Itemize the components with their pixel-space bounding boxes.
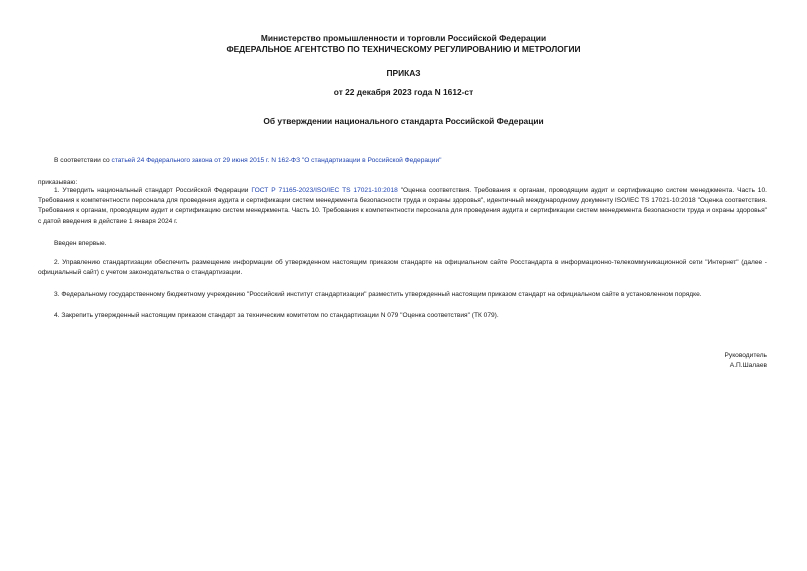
standard-link[interactable]: ГОСТ Р 71165-2023/ISO/IEC TS 17021-10:2018 xyxy=(251,187,398,194)
order-word: приказываю: xyxy=(38,179,78,186)
signatory-position: Руководитель xyxy=(724,352,767,359)
preamble-prefix: В соответствии со xyxy=(54,157,112,164)
introduced-note: Введен впервые. xyxy=(54,240,107,247)
preamble xyxy=(38,156,767,166)
signatory-name: А.П.Шалаев xyxy=(729,362,767,370)
doc-title: Об утверждении национального стандарта Российской Федерации xyxy=(263,116,544,126)
item-2: 2. Управлению стандартизации обеспечить размещение информации об утвержденном настоящим приказом стандарте на официальном сайте Росстандарта в информационно-телекоммуникационной сети "Интернет" (далее - официальный сайт) с учетом законодательства о стандартизации. xyxy=(38,259,767,277)
item-1-prefix: 1. Утвердить национальный стандарт Российской Федерации xyxy=(54,187,252,194)
issuer-block xyxy=(0,33,807,54)
doc-type: ПРИКАЗ xyxy=(386,68,421,78)
doc-date-number: от 22 декабря 2023 года N 1612-ст xyxy=(333,87,474,97)
item-1-rest: "Оценка соответствия. Требования к органам, проводящим аудит и сертификацию систем менеджмента. Часть 10. Требования к компетентности персонала для проведения аудита и сертификации систем менеджмента безопасности труда и охраны здоровья", идентичный международному документу ISO/IEC TS 17021-10:2018 "Оценка соответствия. Требования к органам, проводящим аудит и сертификацию систем менеджмента. Часть 10. Требования к компетентности персонала для проведения аудита и сертификации систем менеджмента безопасности труда и охраны здоровья" с датой введения в действие 1 января 2024 г. xyxy=(38,187,767,225)
law-link[interactable]: статьей 24 Федерального закона от 29 июня 2015 г. N 162-ФЗ "О стандартизации в Российской Федерации" xyxy=(111,157,442,164)
item-4: 4. Закрепить утвержденный настоящим приказом стандарт за техническим комитетом по стандартизации N 079 "Оценка соответствия" (ТК 079). xyxy=(54,312,499,319)
item-3: 3. Федеральному государственному бюджетному учреждению "Российский институт стандартизации" разместить утвержденный настоящим приказом стандарт на официальном сайте в установленном порядке. xyxy=(54,291,702,298)
ministry-name: Министерство промышленности и торговли Российской Федерации xyxy=(260,33,547,43)
item-1 xyxy=(38,186,767,227)
agency-name: ФЕДЕРАЛЬНОЕ АГЕНТСТВО ПО ТЕХНИЧЕСКОМУ РЕГУЛИРОВАНИЮ И МЕТРОЛОГИИ xyxy=(226,43,581,54)
signature-block xyxy=(725,351,767,371)
